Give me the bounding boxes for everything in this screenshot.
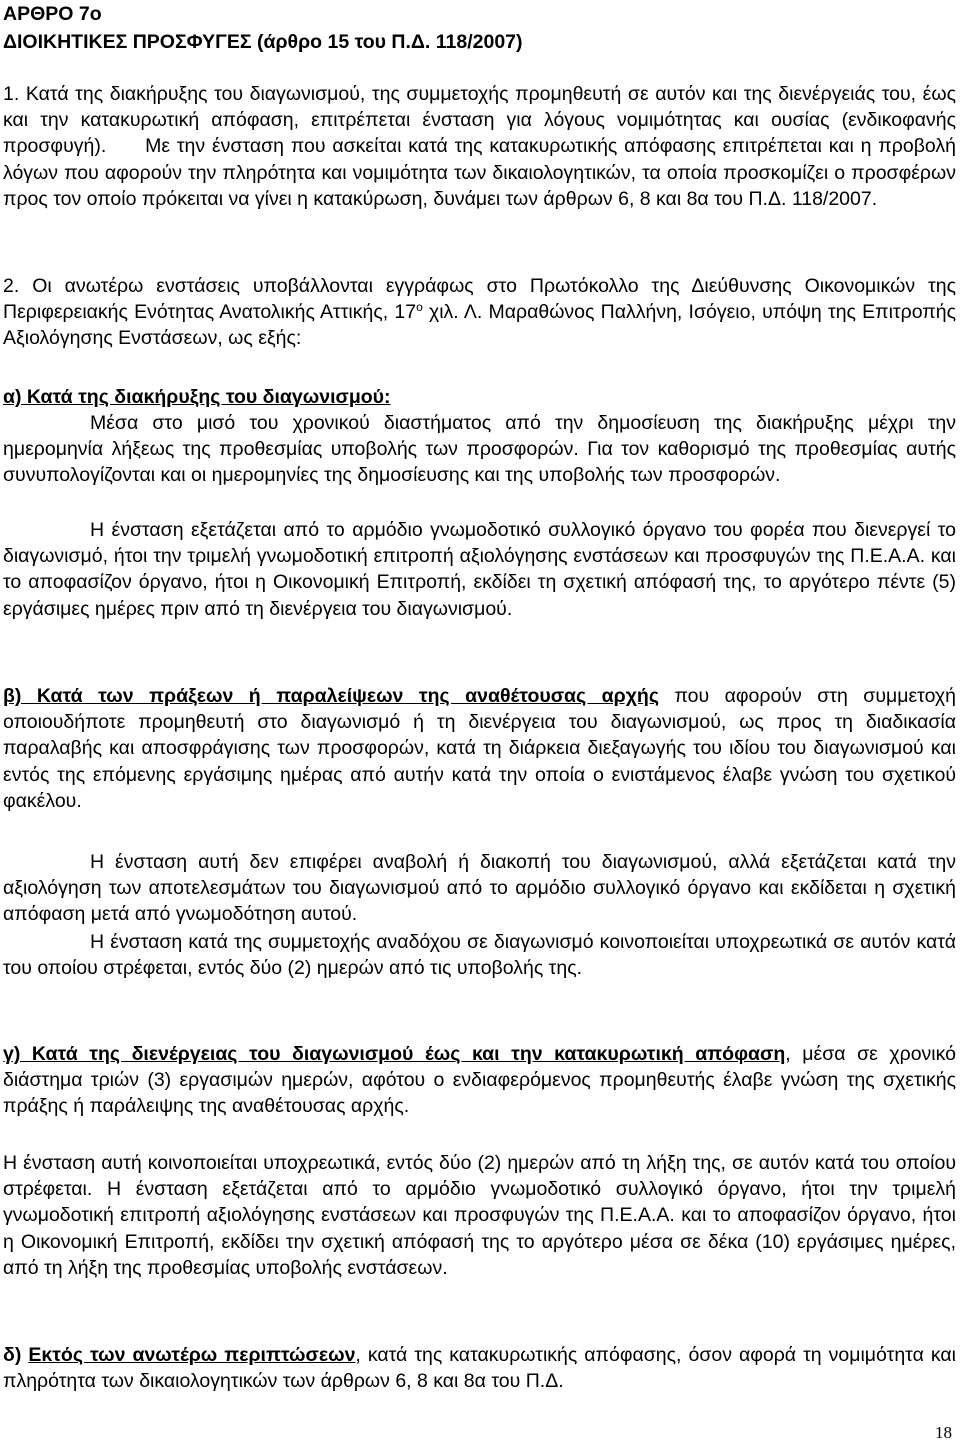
section-a-text-2: Η ένσταση εξετάζεται από το αρμόδιο γνωμοδοτικό συλλογικό όργανο του φορέα που διενεργεί το διαγωνισμό, ήτοι την τριμελή γνωμοδοτική επιτροπή αξιολόγησης ενστάσεων και προσφυγών της Π.Ε.Α.Α. και το αποφασίζον όργανο, ήτοι η Οικονομική Επιτροπή, εκδίδει τη σχετική απόφασή της, το αργότερο πέντε (5) εργάσιμες ημέρες πριν από τη διενέργεια του διαγωνισμού.: [3, 519, 956, 620]
page-number: 18: [935, 1423, 952, 1442]
section-c-text-1: , μέσα σε χρονικό διάστημα τριών (3) εργασιμών ημερών, αφότου ο ενδιαφερόμενος προμηθευτής έλαβε γνώση της σχετικής πράξης ή παράλειψης της αναθέτουσας αρχής.: [3, 1043, 956, 1118]
section-b-text-1: που αφορούν στη συμμετοχή οποιουδήποτε προμηθευτή στο διαγωνισμό ή τη διενέργεια του διαγωνισμού, ως προς τη διαδικασία παραλαβής και αποσφράγισης των προσφορών, κατά τη διάρκεια διεξαγωγής του ιδίου του διαγωνισμού και εντός της επόμενης εργάσιμης ημέρας από αυτήν κατά την οποία ο ενιστάμενος έλαβε γνώση του σχετικού φακέλου.: [3, 685, 956, 812]
paragraph-1: [3, 81, 956, 212]
section-d-text-1: , κατά της κατακυρωτικής απόφασης, όσον αφορά τη νομιμότητα και πληρότητα των δικαιολογητικών των άρθρων 6, 8 και 8α του Π.Δ.: [3, 1344, 956, 1393]
paragraph-2-text-end: χιλ. Λ. Μαραθώνος Παλλήνη, Ισόγειο, υπόψη της Επιτροπής Αξιολόγησης Ενστάσεων, ως εξής:: [3, 301, 956, 350]
section-b-text-2: Η ένσταση αυτή δεν επιφέρει αναβολή ή διακοπή του διαγωνισμού, αλλά εξετάζεται κατά την αξιολόγηση των αποτελεσμάτων του διαγωνισμού από το αρμόδιο συλλογικό όργανο και εκδίδεται η σχετική απόφαση μετά από γνωμοδότηση αυτού.: [3, 851, 956, 926]
section-c-heading: γ) Κατά της διενέργειας του διαγωνισμού έως και την κατακυρωτική απόφαση: [3, 1043, 786, 1065]
section-a-heading: α) Κατά της διακήρυξης του διαγωνισμού:: [3, 386, 391, 408]
section-c-text-2: Η ένσταση αυτή κοινοποιείται υποχρεωτικά, εντός δύο (2) ημερών από τη λήξη της, σε αυτόν κατά του οποίου στρέφεται. Η ένσταση εξετάζεται από το αρμόδιο γνωμοδοτικό συλλογικό όργανο, ήτοι την τριμελή γνωμοδοτική επιτροπή αξιολόγησης ενστάσεων και προσφυγών της Π.Ε.Α.Α. και το αποφασίζον όργανο, ήτοι η Οικονομική Επιτροπή, εκδίδει την σχετική απόφασή της το αργότερο μέσα σε δέκα (10) εργάσιμες ημέρες, από τη λήξη της προθεσμίας υποβολής ενστάσεων.: [3, 1152, 956, 1279]
section-b-heading: β) Κατά των πράξεων ή παραλείψεων της αναθέτουσας αρχής: [3, 685, 659, 707]
section-b-paragraph: [3, 683, 956, 814]
article-subtitle: ΔΙΟΙΚΗΤΙΚΕΣ ΠΡΟΣΦΥΓΕΣ (άρθρο 15 του Π.Δ. 118/2007): [3, 31, 523, 53]
paragraph-2-text-start: 2. Οι ανωτέρω ενστάσεις υποβάλλονται εγγράφως στο Πρωτόκολλο της Διεύθυνσης Οικονομικών της Περιφερειακής Ενότητας Ανατολικής Αττικής, 17: [3, 275, 956, 324]
section-b-text-3: Η ένσταση κατά της συμμετοχής αναδόχου σε διαγωνισμό κοινοποιείται υποχρεωτικά σε αυτόν κατά του οποίου στρέφεται, εντός δύο (2) ημερών από τις υποβολής της.: [3, 931, 956, 980]
section-c-paragraph: [3, 1041, 956, 1120]
paragraph-2: [3, 273, 956, 352]
section-a-text-1: Μέσα στο μισό του χρονικού διαστήματος από την δημοσίευση της διακήρυξης μέχρι την ημερομηνία λήξεως της προθεσμίας υποβολής των προσφορών. Για τον καθορισμό της προθεσμίας αυτής συνυπολογίζονται και οι ημερομηνίες της δημοσίευσης και της υποβολής των προσφορών.: [3, 412, 956, 487]
section-d-paragraph: [3, 1342, 956, 1394]
section-d-heading: Εκτός των ανωτέρω περιπτώσεων: [28, 1344, 356, 1366]
paragraph-2-superscript: ο: [416, 300, 423, 315]
paragraph-1-text: 1. Κατά της διακήρυξης του διαγωνισμού, της συμμετοχής προμηθευτή σε αυτόν και της διενέργειάς του, έως και την κατακυρωτική απόφαση, επιτρέπεται ένσταση για λόγους νομιμότητας και ουσίας (ενδικοφανής προσφυγή).: [3, 83, 956, 158]
article-title: ΑΡΘΡΟ 7ο: [3, 3, 102, 25]
paragraph-1-objection-text: Με την ένσταση που ασκείται κατά της κατακυρωτικής απόφασης επιτρέπεται και η προβολή λόγων που αφορούν την πληρότητα και νομιμότητα των δικαιολογητικών, τα οποία προσκομίζει ο προσφέρων προς τον οποίο πρόκειται να γίνει η κατακύρωση, δυνάμει των άρθρων 6, 8 και 8α του Π.Δ. 118/2007.: [3, 135, 956, 210]
section-d-prefix: δ): [3, 1344, 29, 1366]
